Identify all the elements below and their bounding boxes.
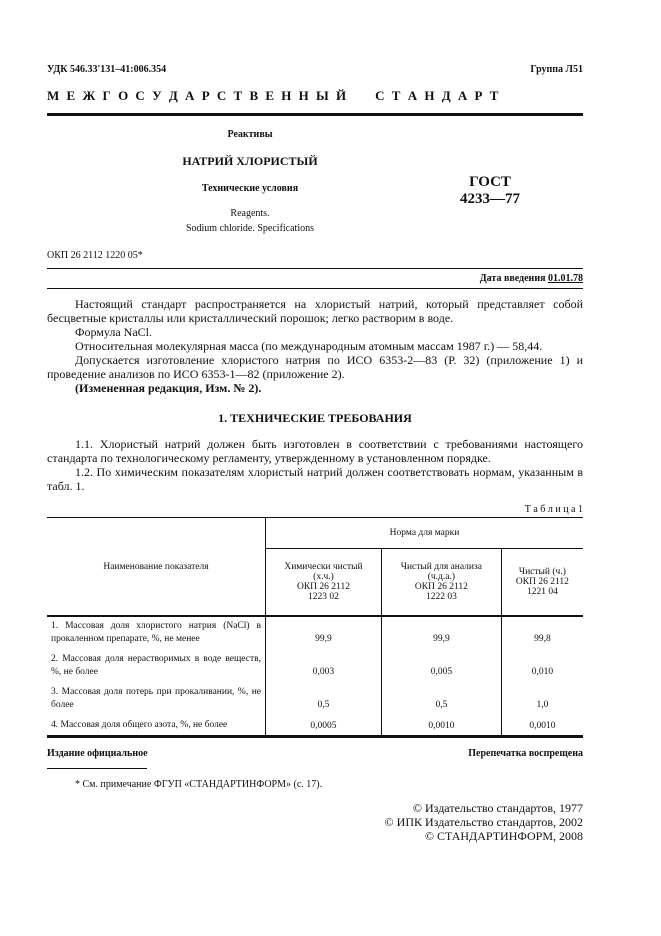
paragraph: Настоящий стандарт распространяется на хлористый натрий, который представляет собой бесцветные кристаллы или кристаллический порошок; легко растворим в воде. — [47, 297, 583, 325]
col-header: Чистый (ч.) ОКП 26 2112 1221 04 — [501, 549, 583, 617]
table-row: 2. Массовая доля нерастворимых в воде веществ, %, не более 0,003 0,005 0,010 — [47, 648, 583, 681]
col-header: Химически чистый (х.ч.) ОКП 26 2112 1223 02 — [266, 549, 382, 617]
udk-code: УДК 546.33'131–41:006.354 — [47, 64, 167, 75]
paragraph: Относительная молекулярная масса (по международным атомным массам 1987 г.) — 58,44. — [75, 339, 543, 353]
footnote-divider — [47, 768, 147, 769]
paragraph: 1.1. Хлористый натрий должен быть изготовлен в соответствии с требованиями настоящего стандарта по технологическому регламенту, утвержденному в установленном порядке. — [47, 437, 583, 465]
divider — [47, 113, 583, 116]
gost-number: 4233—77 — [460, 191, 520, 207]
category: Реактивы — [227, 129, 273, 140]
doc-title: НАТРИЙ ХЛОРИСТЫЙ — [182, 154, 318, 168]
copyright: © ИПК Издательство стандартов, 2002 — [384, 815, 583, 829]
table-caption: Т а б л и ц а 1 — [524, 504, 583, 515]
col-header: Наименование показателя — [47, 518, 266, 617]
section-body — [47, 437, 583, 493]
gost-label: ГОСТ — [469, 174, 511, 190]
group-code: Группа Л51 — [530, 64, 583, 75]
official-edition: Издание официальное — [47, 748, 148, 759]
divider — [47, 268, 583, 269]
table-row: 1. Массовая доля хлористого натрия (NaCl) в прокаленном препарате, %, не менее 99,9 99,9 99,8 — [47, 616, 583, 648]
copyright: © СТАНДАРТИНФОРМ, 2008 — [424, 829, 583, 843]
okp-code: ОКП 26 2112 1220 05* — [47, 250, 143, 261]
reprint-notice: Перепечатка воспрещена — [468, 748, 583, 759]
paragraph: Допускается изготовление хлористого натрия по ИСО 6353-2—83 (Р. 32) (приложение 1) и проведение анализов по ИСО 6353-1—82 (приложение 2). — [47, 353, 583, 381]
footnote: * См. примечание ФГУП «СТАНДАРТИНФОРМ» (с. 17). — [75, 779, 323, 790]
date-label: Дата введения — [479, 273, 546, 284]
col-header: Чистый для анализа (ч.д.а.) ОКП 26 2112 1222 03 — [381, 549, 501, 617]
copyright: © Издательство стандартов, 1977 — [412, 801, 583, 815]
specs-table — [47, 517, 583, 738]
group-header: Норма для марки — [266, 518, 584, 549]
paragraph: Формула NaCl. — [75, 325, 153, 339]
table-row: 3. Массовая доля потерь при прокаливании, %, не более 0,5 0,5 1,0 — [47, 681, 583, 714]
title-en-2: Sodium chloride. Specifications — [185, 223, 315, 234]
intro — [47, 297, 583, 395]
date-value: 01.01.78 — [548, 273, 583, 284]
doc-subtitle: Технические условия — [201, 183, 299, 194]
section-heading: 1. ТЕХНИЧЕСКИЕ ТРЕБОВАНИЯ — [218, 411, 412, 425]
divider — [47, 288, 583, 289]
table-row: 4. Массовая доля общего азота, %, не более 0,0005 0,0010 0,0010 — [47, 714, 583, 737]
paragraph: 1.2. По химическим показателям хлористый натрий должен соответствовать нормам, указанным в табл. 1. — [47, 465, 583, 493]
standard-banner: М Е Ж Г О С У Д А Р С Т В Е Н Н Ы Й С Т А Н Д А Р Т — [47, 88, 499, 103]
amendment-note: (Измененная редакция, Изм. № 2). — [75, 381, 262, 395]
title-en-1: Reagents. — [230, 208, 270, 219]
effective-date — [480, 273, 583, 284]
